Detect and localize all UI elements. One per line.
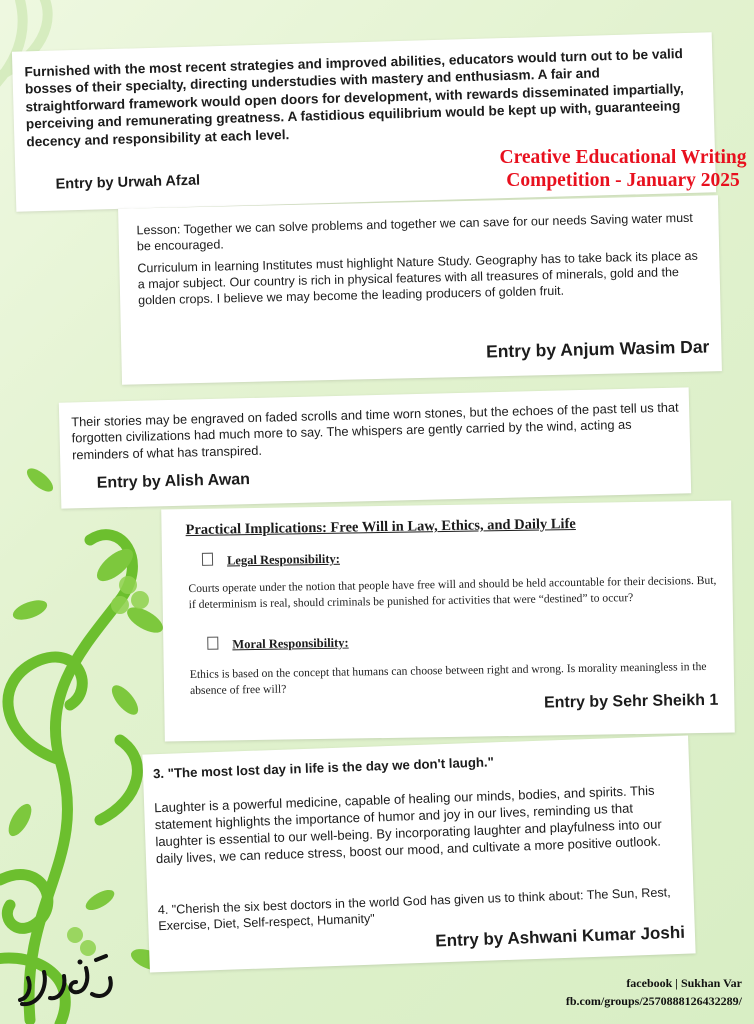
footer-credits [566, 974, 742, 1010]
competition-title-line-2: Competition - January 2025 [506, 170, 740, 191]
section-title: Practical Implications: Free Will in Law, Ethics, and Daily Life [185, 515, 576, 539]
lesson-text: Lesson: Together we can solve problems and together we can save for our needs Saving water must be encouraged. [136, 210, 693, 254]
moral-heading-label: Moral Responsibility: [232, 635, 349, 652]
legal-heading [202, 551, 340, 569]
entry-author: Entry by Sehr Sheikh 1 [543, 691, 719, 712]
moral-text: Ethics is based on the concept that humans can choose between right and wrong. Is morality meaningless in the absence of free will? [189, 659, 707, 697]
entry-author: Entry by Ashwani Kumar Joshi [434, 922, 686, 951]
bullet-icon [202, 553, 213, 566]
entry-card-alish-awan [59, 387, 691, 508]
sukhan-var-logo [14, 948, 134, 1014]
entry-author: Entry by Alish Awan [96, 471, 251, 492]
curriculum-text: Curriculum in learning Institutes must highlight Nature Study. Geography has to take back its place as a major subject. Our country is rich in physical features with all treasures of minerals, gold and the golden crops. I believe we may become the leading producers of golden fruit. [137, 248, 698, 308]
footer-facebook: facebook | Sukhan Var [626, 976, 742, 990]
entry-text: Furnished with the most recent strategies and improved abilities, educators would turn out to be valid bosses of their specialty, directing understudies with mastery and enthusiasm. A fair and straightforward framework would open doors for development, with rewards disseminated impartially, perceiving and remunerating greatness. A fastidious equilibrium would be kept up with, guaranteeing decency and responsibility at each level. [24, 46, 684, 149]
legal-heading-label: Legal Responsibility: [226, 551, 340, 568]
competition-title-line-1: Creative Educational Writing [499, 147, 747, 168]
legal-text: Courts operate under the notion that people have free will and should be held accountable for their decisions. But, if determinism is real, should criminals be punished for activities that were “destined” to occur? [188, 573, 717, 611]
entry-card-ashwani-kumar-joshi [142, 736, 695, 973]
bullet-icon [207, 637, 218, 650]
entry-text: Their stories may be engraved on faded scrolls and time worn stones, but the echoes of the past tell us that forgotten civilizations had much more to say. The whispers are gently carried by the wind, acting as reminders of what has transpired. [71, 399, 679, 463]
entry-author: Entry by Anjum Wasim Dar [485, 336, 710, 362]
footer-group-link: fb.com/groups/2570888126432289/ [565, 994, 742, 1008]
quote-4: 4. "Cherish the six best doctors in the world God has given us to think about: The Sun, Rest, Exercise, Diet, Self-respect, Humanity" [157, 885, 671, 934]
moral-heading [207, 635, 349, 653]
entry-card-anjum-wasim-dar [118, 195, 722, 385]
entry-author: Entry by Urwah Afzal [55, 172, 201, 193]
quote-3: 3. "The most lost day in life is the day we don't laugh." [152, 754, 495, 782]
competition-title [492, 146, 754, 192]
entry-card-sehr-sheikh [161, 501, 735, 742]
laughter-text: Laughter is a powerful medicine, capable of healing our minds, bodies, and spirits. This statement highlights the importance of humor and joy in our lives, reminding us that laughter is essential to our well-being. By incorporating laughter and playfulness into our daily lives, we can reduce stress, boost our mood, and cultivate a more positive outlook. [153, 782, 662, 866]
